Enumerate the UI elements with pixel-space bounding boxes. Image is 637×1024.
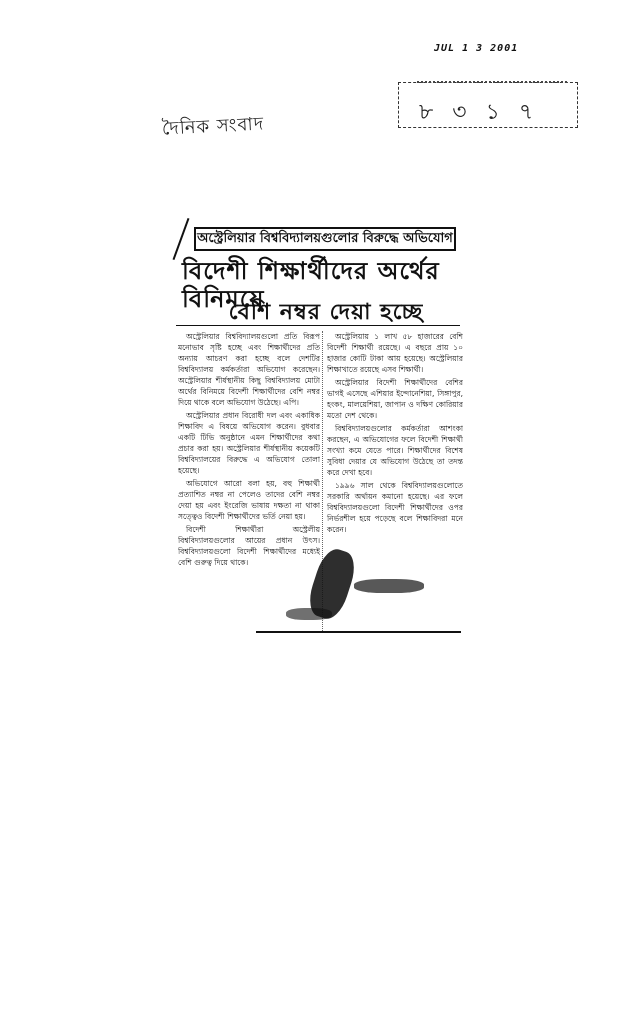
received-date-stamp: JUL 1 3 2001 xyxy=(434,43,519,54)
left-paragraph: বিদেশী শিক্ষার্থীরা অস্ট্রেলীয় বিশ্ববিদ্যালয়গুলোর আয়ের প্রধান উৎস। বিশ্ববিদ্যালয়গুলো বিদেশী শিক্ষার্থীদের মধ্যেই বেশি গুরুত্ব দিয়ে থাকে। xyxy=(178,525,320,567)
article-headline: বিদেশী শিক্ষার্থীদের অর্থের বিনিময়ে xyxy=(182,256,440,313)
left-paragraph: অভিযোগে আরো বলা হয়, বহু শিক্ষার্থী প্রত্যাশিত নম্বর না পেলেও তাদের বেশি নম্বর দেয়া হয় এবং ইংরেজি ভাষায় দক্ষতা না থাকা সত্ত্বেও বিদেশী শিক্ষার্থীদের ভর্তি নেয়া হয়। xyxy=(178,479,320,521)
left-paragraph: অস্ট্রেলিয়ার প্রধান বিরোধী দল এবং একাধিক শিক্ষাবিদ এ বিষয়ে অভিযোগ করেন। বুধবার একটি টিভি অনুষ্ঠানে এমন শিক্ষার্থীদের কথা প্রচার করা হয়। অস্ট্রেলিয়ার শীর্ষস্থানীয় কয়েকটি বিশ্ববিদ্যালয়ের বিরুদ্ধে এ অভিযোগ তোলা হয়েছে। xyxy=(178,411,320,475)
reference-number: ৮ ৩ ১ ৭ xyxy=(419,100,540,125)
article-kicker: অস্ট্রেলিয়ার বিশ্ববিদ্যালয়গুলোর বিরুদ্ধে অভিযোগ xyxy=(194,227,456,251)
clipping-bottom-rule xyxy=(256,631,461,633)
right-paragraph: অস্ট্রেলিয়ায় ১ লাখ ৫৮ হাজারের বেশি বিদেশী শিক্ষার্থী রয়েছে। এ বছরে প্রায় ১০ হাজার কোটি টাকা আয় হয়েছে। অস্ট্রেলিয়ার শিক্ষাখাতে রয়েছে এসব শিক্ষার্থী। xyxy=(327,332,463,374)
article-left-column xyxy=(178,331,320,631)
article-subheadline: বেশি নম্বর দেয়া হচ্ছে xyxy=(228,299,424,325)
right-paragraph: অস্ট্রেলিয়ার বিদেশী শিক্ষার্থীদের বেশির ভাগই এসেছে এশিয়ার ইন্দোনেশিয়া, সিঙ্গাপুর, হংকং, মালয়েশিয়া, জাপান ও দক্ষিণ কোরিয়ার মতো দেশ থেকে। xyxy=(327,378,463,420)
right-paragraph: ১৯৯৬ সাল থেকে বিশ্ববিদ্যালয়গুলোতে সরকারি অর্থায়ন কমানো হয়েছে। এর ফলে বিশ্ববিদ্যালয়গুলো বিদেশী শিক্ষার্থীদের ওপর নির্ভরশীল হয়ে পড়েছে বলে শিক্ষাবিদরা মনে করেন। xyxy=(327,481,463,534)
ref-box-dotted-line xyxy=(417,81,567,83)
kicker-slash-mark xyxy=(173,218,190,260)
right-paragraph: বিশ্ববিদ্যালয়গুলোর কর্মকর্তারা আশংকা করছেন, এ অভিযোগের ফলে বিদেশী শিক্ষার্থী সংখ্যা কমে যেতে পারে। শিক্ষার্থীদের বিশেষ সুবিধা দেয়ার যে অভিযোগ উঠেছে তা তদন্ত করে দেখা হবে। xyxy=(327,424,463,477)
newspaper-clipping xyxy=(176,213,461,638)
headline-rule xyxy=(176,325,460,326)
left-paragraph: অস্ট্রেলিয়ার বিশ্ববিদ্যালয়গুলো প্রতি বিরূপ মনোভাব সৃষ্টি হচ্ছে এবং শিক্ষার্থীদের প্রতি অন্যায় আচরণ করা হচ্ছে বলে দেশটির বিশ্ববিদ্যালয় কর্মকর্তারা অভিযোগ করেছেন। অস্ট্রেলিয়ার শীর্ষস্থানীয় কিছু বিশ্ববিদ্যালয় মোটা অর্থের বিনিময়ে বিদেশী শিক্ষার্থীদের বেশি নম্বর দিয়ে থাকে বলে অভিযোগ উঠেছে। এপি। xyxy=(178,332,320,407)
newspaper-name-handwritten: দৈনিক সংবাদ xyxy=(161,113,265,140)
ink-smudge xyxy=(354,579,424,593)
ink-smudge xyxy=(286,608,332,620)
reference-number-box xyxy=(398,82,578,128)
